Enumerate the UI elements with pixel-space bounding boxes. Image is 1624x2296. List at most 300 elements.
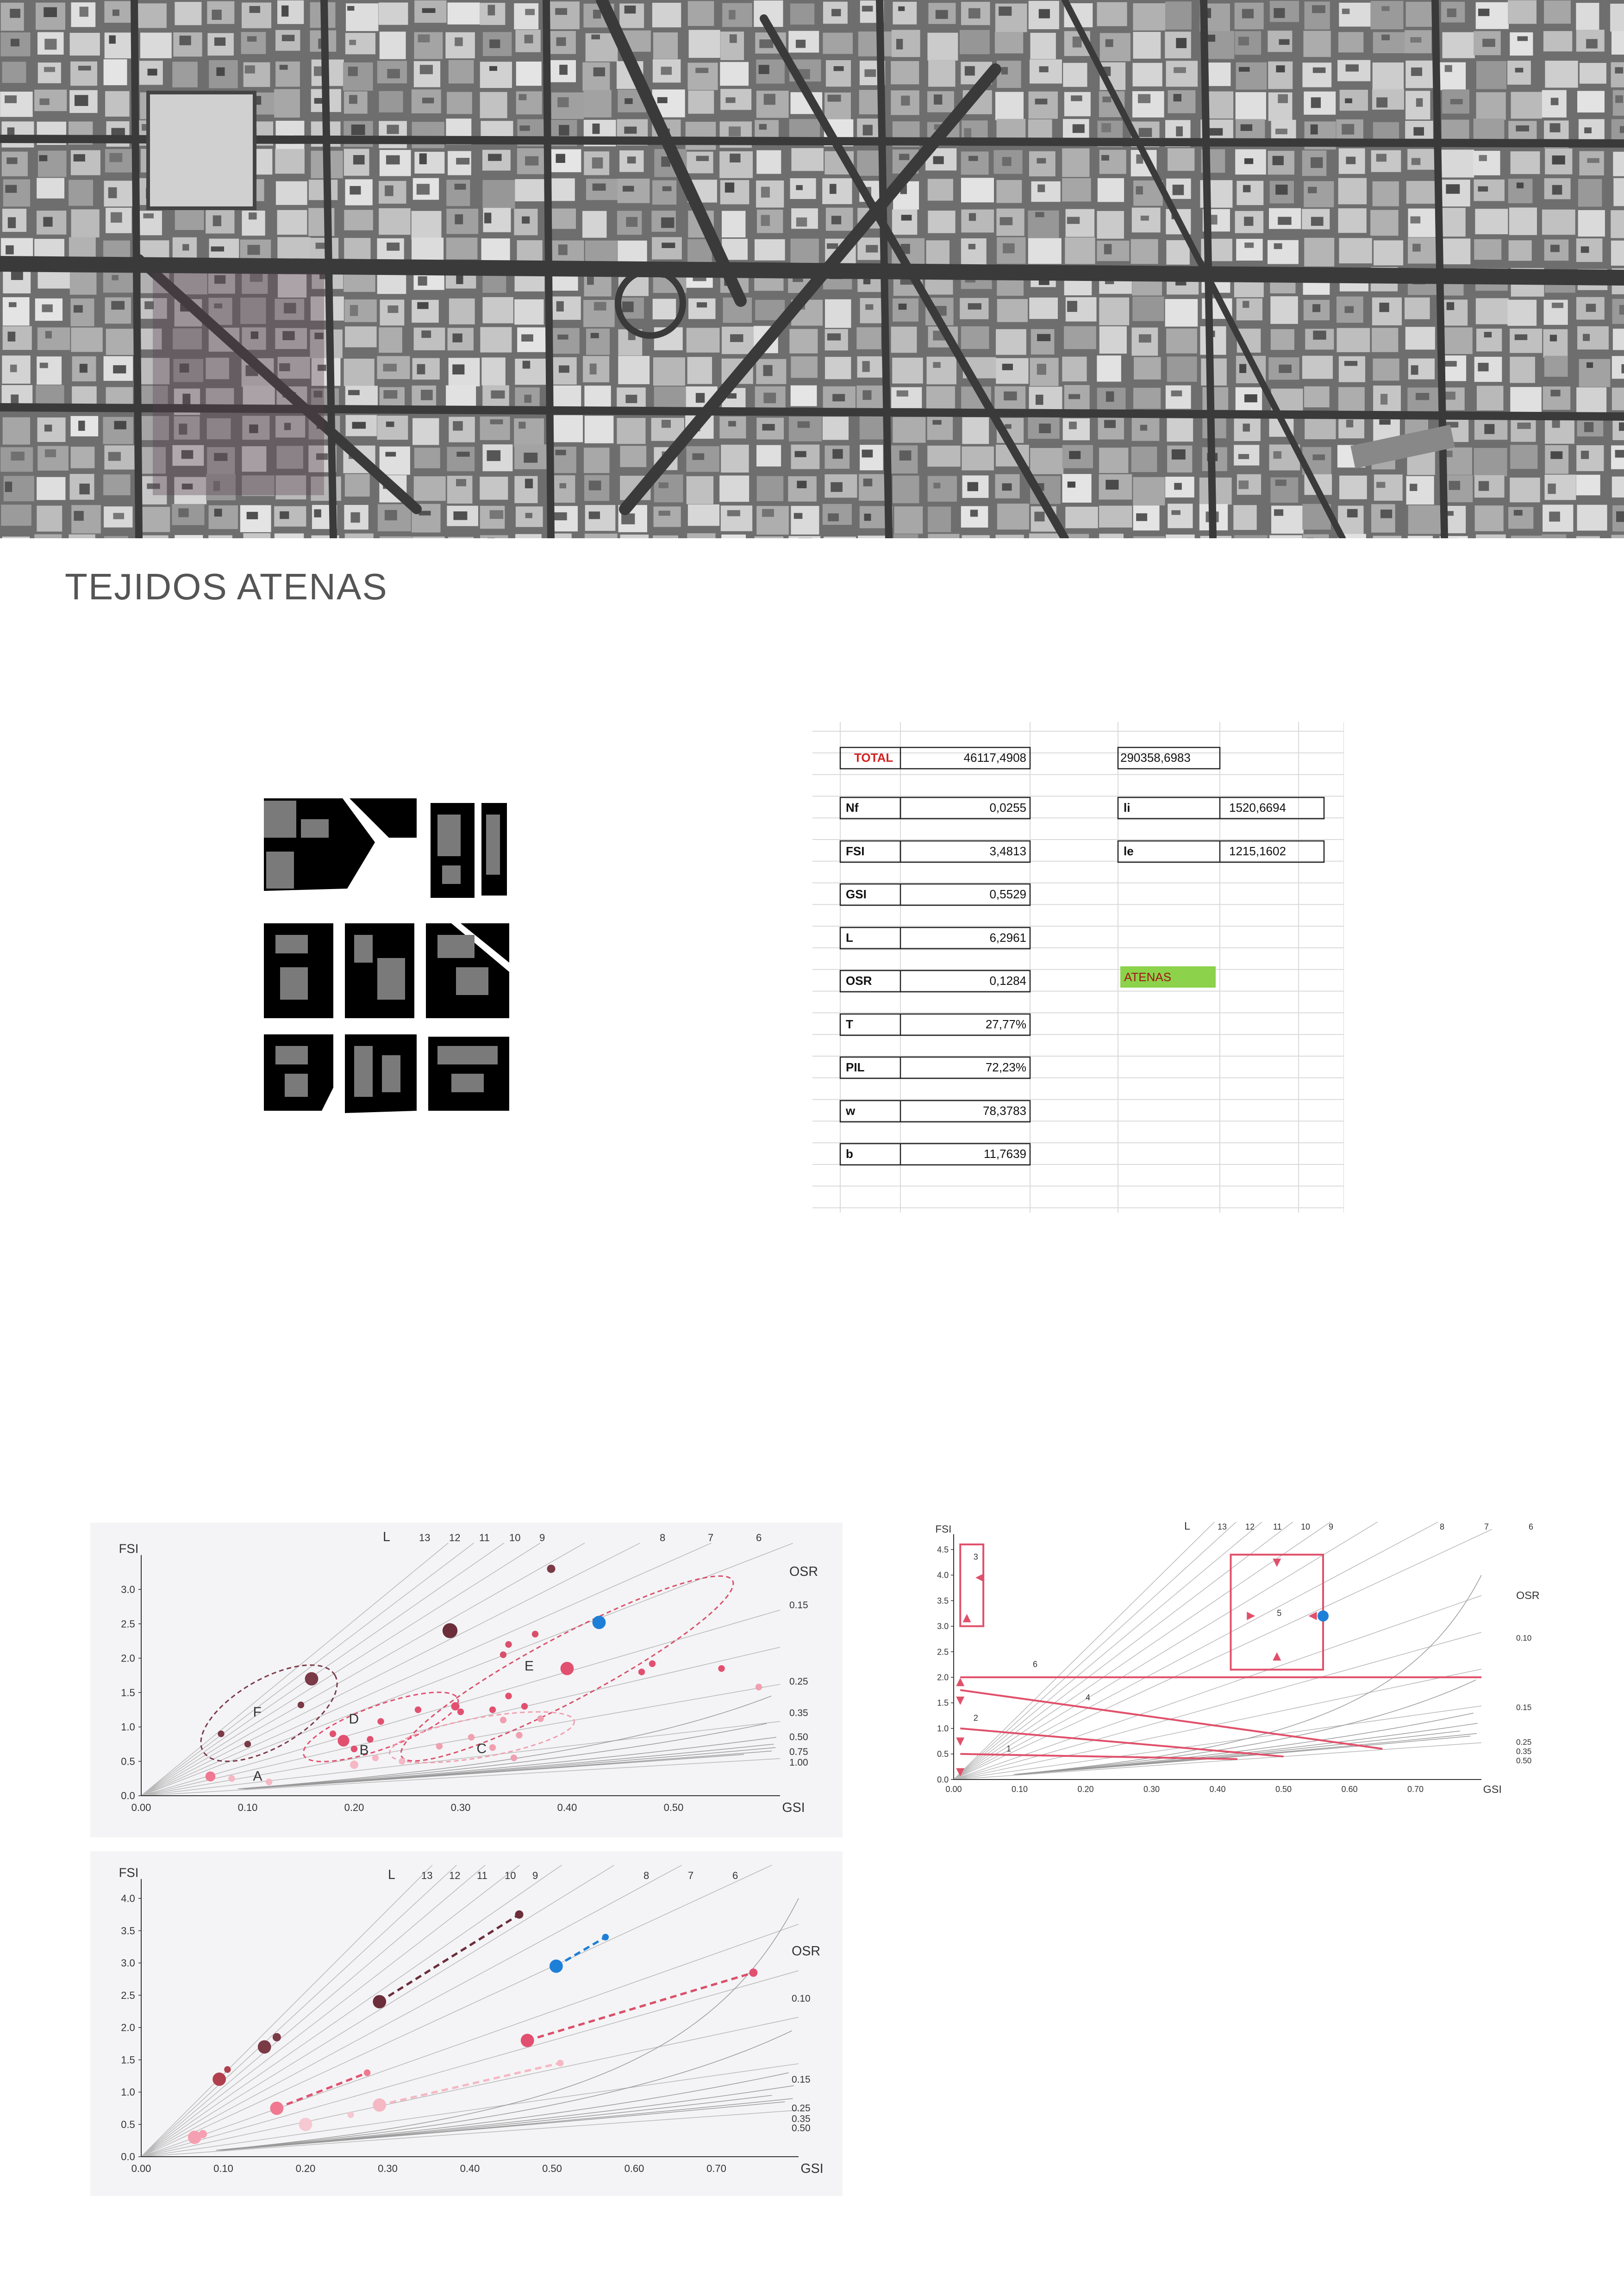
osr-tick-label: 0.10 [792, 1993, 811, 2004]
aerial-building [652, 180, 676, 205]
aerial-building [826, 60, 851, 87]
aerial-courtyard [592, 124, 600, 134]
aerial-courtyard [862, 450, 873, 458]
y-tick-label: 3.5 [121, 1925, 135, 1937]
aerial-courtyard [834, 66, 844, 71]
aerial-building [1168, 504, 1193, 528]
aerial-courtyard [387, 305, 398, 313]
aerial-courtyard [108, 452, 121, 461]
aerial-building [928, 179, 953, 200]
aerial-courtyard [555, 8, 567, 15]
band-label: 5 [1277, 1608, 1282, 1618]
y-tick-label: 1.0 [121, 2086, 135, 2098]
aerial-building [1165, 1, 1192, 30]
aerial-courtyard [10, 365, 17, 372]
cluster-label: A [253, 1768, 262, 1784]
block-courtyard [275, 935, 308, 953]
aerial-building [36, 385, 64, 406]
aerial-building [891, 387, 922, 408]
aerial-building [244, 533, 271, 538]
data-point [749, 1968, 757, 1977]
aerial-courtyard [1615, 67, 1623, 74]
aerial-building [688, 1, 714, 26]
l-label: L [383, 1530, 390, 1544]
aerial-building [1030, 33, 1056, 59]
aerial-building [309, 180, 337, 200]
aerial-building [1443, 32, 1475, 58]
aerial-building [1029, 534, 1062, 538]
aerial-building [1441, 238, 1470, 264]
aerial-courtyard [385, 510, 397, 520]
aerial-building [961, 210, 994, 233]
aerial-building [860, 445, 883, 470]
osr-label: OSR [792, 1944, 820, 1959]
aerial-courtyard [522, 217, 530, 224]
aerial-building [69, 535, 95, 538]
aerial-building [1099, 298, 1129, 325]
sheet-side-label: le [1124, 844, 1134, 858]
aerial-building [1062, 357, 1087, 382]
l-tick-label: 9 [539, 1532, 545, 1543]
band-label: 3 [973, 1552, 978, 1562]
aerial-courtyard [730, 154, 740, 162]
aerial-building [516, 62, 542, 86]
block-courtyard [456, 967, 488, 995]
aerial-courtyard [1242, 9, 1254, 18]
aerial-building [106, 329, 134, 355]
aerial-building [617, 418, 645, 444]
aerial-courtyard [1412, 244, 1421, 252]
aerial-courtyard [420, 65, 433, 74]
aerial-building [1511, 535, 1542, 538]
aerial-building [1237, 299, 1262, 321]
aerial-courtyard [74, 305, 83, 312]
l-tick-label: 8 [1440, 1522, 1445, 1531]
aerial-courtyard [385, 452, 396, 456]
aerial-building [1440, 62, 1466, 90]
aerial-building [1029, 92, 1058, 119]
aerial-building [1339, 476, 1367, 499]
aerial-courtyard [5, 482, 12, 492]
aerial-building [3, 326, 32, 350]
aerial-building [139, 535, 169, 538]
aerial-courtyard [1244, 243, 1254, 248]
aerial-courtyard [490, 510, 504, 519]
aerial-courtyard [1342, 124, 1354, 135]
l-tick-label: 11 [477, 1870, 487, 1881]
aerial-building [720, 89, 751, 110]
aerial-courtyard [524, 395, 531, 403]
aerial-building [71, 447, 95, 468]
aerial-courtyard [352, 422, 366, 429]
aerial-courtyard [1619, 423, 1624, 431]
aerial-courtyard [862, 390, 871, 400]
aerial-building [1270, 296, 1298, 324]
aerial-building [37, 327, 70, 350]
aerial-courtyard [730, 34, 737, 43]
aerial-building [1408, 505, 1441, 534]
spacemate-chart-trends [90, 1851, 843, 2196]
aerial-building [618, 356, 650, 384]
aerial-building [582, 211, 606, 238]
aerial-building [1408, 536, 1433, 538]
aerial-building [1610, 4, 1624, 31]
cluster-label: C [476, 1741, 487, 1756]
aerial-building [1097, 355, 1121, 382]
aerial-courtyard [422, 8, 436, 13]
aerial-courtyard [455, 184, 466, 190]
data-point [330, 1730, 336, 1737]
aerial-building [1304, 181, 1334, 207]
aerial-courtyard [729, 126, 741, 136]
aerial-building [893, 476, 919, 504]
aerial-building [961, 326, 989, 349]
block-courtyard [354, 935, 373, 963]
aerial-building [791, 506, 819, 535]
aerial-courtyard [559, 65, 568, 75]
aerial-courtyard [488, 154, 501, 161]
aerial-building [791, 386, 817, 406]
aerial-building [38, 62, 61, 83]
data-point [649, 1661, 656, 1667]
data-spreadsheet [812, 722, 1344, 1213]
aerial-building [1097, 2, 1127, 26]
aerial-building [927, 446, 960, 467]
aerial-courtyard [968, 482, 978, 492]
aerial-courtyard [418, 276, 427, 286]
aerial-courtyard [1279, 365, 1292, 373]
aerial-courtyard [43, 217, 52, 227]
aerial-courtyard [1106, 480, 1118, 490]
aerial-courtyard [489, 39, 500, 48]
l-tick-label: 12 [449, 1532, 461, 1543]
aerial-courtyard [418, 34, 430, 42]
aerial-courtyard [387, 243, 400, 251]
aerial-courtyard [1619, 305, 1624, 315]
aerial-building [1133, 536, 1165, 538]
aerial-courtyard [1171, 391, 1182, 397]
aerial-building [1339, 356, 1365, 382]
aerial-courtyard [1446, 184, 1460, 194]
aerial-courtyard [42, 305, 53, 312]
aerial-building [379, 91, 403, 112]
aerial-courtyard [74, 154, 85, 162]
osr-tick-label: 0.50 [789, 1732, 808, 1742]
data-point [718, 1665, 725, 1672]
aerial-building [996, 329, 1026, 355]
osr-tick-label: 0.25 [792, 2103, 811, 2114]
aerial-building [688, 299, 715, 319]
data-point [299, 2118, 312, 2131]
y-tick-label: 3.0 [121, 1957, 135, 1969]
block-courtyard [451, 1074, 484, 1092]
aerial-courtyard [1067, 217, 1080, 224]
aerial-building [1305, 416, 1336, 439]
block-courtyard [437, 1046, 498, 1064]
aerial-courtyard [899, 450, 912, 460]
x-tick-label: 0.00 [945, 1785, 962, 1794]
aerial-building [1612, 31, 1624, 55]
aerial-building [894, 506, 923, 534]
aerial-courtyard [214, 37, 225, 46]
aerial-courtyard [1174, 67, 1186, 73]
aerial-building [1303, 31, 1330, 57]
aerial-building [1062, 149, 1089, 177]
aerial-courtyard [1104, 244, 1112, 254]
aerial-courtyard [1106, 392, 1114, 402]
aerial-courtyard [933, 362, 940, 368]
aerial-building [1165, 299, 1198, 327]
osr-tick-label: 0.50 [1516, 1756, 1532, 1765]
aerial-courtyard [6, 157, 17, 164]
aerial-courtyard [1238, 454, 1249, 459]
aerial-building [275, 149, 305, 174]
aerial-building [514, 3, 538, 29]
aerial-building [1339, 3, 1370, 27]
aerial-building [961, 506, 988, 528]
aerial-building [2, 121, 34, 147]
aerial-courtyard [1243, 423, 1250, 431]
aerial-courtyard [455, 37, 462, 46]
aerial-building [1511, 151, 1540, 174]
aerial-courtyard [968, 244, 975, 249]
aerial-building [790, 178, 816, 199]
aerial-building [1234, 535, 1268, 538]
aerial-courtyard [1449, 481, 1461, 490]
aerial-building [69, 180, 93, 206]
aerial-courtyard [347, 6, 354, 11]
aerial-building [140, 33, 172, 58]
aerial-building [1373, 359, 1399, 381]
aerial-building [1370, 210, 1398, 236]
aerial-courtyard [386, 155, 400, 164]
osr-tick-label: 0.15 [789, 1600, 808, 1611]
aerial-courtyard [1003, 243, 1014, 254]
aerial-building [1612, 388, 1624, 411]
aerial-courtyard [759, 39, 773, 48]
aerial-building [71, 328, 102, 352]
aerial-courtyard [1346, 420, 1353, 428]
aerial-building [172, 62, 198, 87]
aerial-building [414, 152, 444, 174]
sheet-row-label: OSR [846, 974, 872, 988]
aerial-building [1508, 179, 1533, 203]
aerial-courtyard [725, 97, 735, 103]
aerial-courtyard [763, 392, 776, 403]
aerial-building [688, 504, 719, 526]
aerial-building [858, 535, 888, 538]
aerial-building [757, 476, 783, 501]
aerial-courtyard [795, 451, 806, 457]
aerial-courtyard [490, 419, 503, 424]
highlight-cell: ATENAS [1120, 966, 1216, 988]
aerial-courtyard [559, 125, 569, 136]
data-point [505, 1692, 512, 1699]
aerial-building [1097, 241, 1129, 261]
aerial-building [755, 239, 785, 261]
aerial-courtyard [1274, 509, 1283, 516]
data-point [298, 1702, 304, 1708]
aerial-building [1062, 178, 1091, 202]
aerial-building [552, 328, 580, 354]
x-tick-label: 0.70 [706, 2163, 726, 2174]
aerial-building [1304, 238, 1334, 267]
page-title: TEJIDOS ATENAS [65, 566, 388, 607]
aerial-courtyard [108, 187, 117, 199]
x-axis-label: GSI [782, 1800, 805, 1816]
aerial-courtyard [489, 66, 497, 71]
aerial-courtyard [1410, 484, 1417, 491]
aerial-building [1510, 387, 1542, 413]
aerial-courtyard [525, 35, 533, 44]
aerial-building [652, 3, 681, 27]
aerial-courtyard [211, 246, 224, 251]
aerial-building [1474, 448, 1507, 476]
osr-tick-label: 0.75 [789, 1747, 808, 1757]
aerial-courtyard [1551, 98, 1559, 105]
aerial-building [1167, 356, 1197, 381]
aerial-courtyard [1345, 306, 1354, 313]
aerial-building [379, 208, 411, 235]
aerial-courtyard [763, 365, 773, 376]
aerial-building [1475, 505, 1504, 531]
aerial-courtyard [1410, 37, 1421, 43]
aerial-courtyard [487, 5, 495, 15]
aerial-courtyard [1380, 510, 1392, 518]
block-footprint [264, 1034, 333, 1111]
data-point [228, 1775, 235, 1782]
aerial-building [1029, 298, 1058, 319]
aerial-courtyard [282, 35, 294, 41]
aerial-building [962, 417, 989, 444]
data-point [350, 1761, 358, 1769]
data-point [557, 2060, 563, 2066]
x-tick-label: 0.40 [1209, 1785, 1226, 1794]
aerial-courtyard [1411, 365, 1418, 374]
data-point [602, 1934, 609, 1940]
aerial-courtyard [247, 245, 260, 255]
aerial-building [1064, 326, 1096, 349]
sheet-side-value: 1215,1602 [1229, 844, 1286, 858]
aerial-courtyard [523, 361, 531, 369]
aerial-courtyard [113, 365, 126, 373]
aerial-building [789, 119, 820, 140]
aerial-palace [148, 93, 255, 208]
data-point [511, 1755, 517, 1761]
aerial-building [620, 535, 649, 538]
aerial-building [480, 62, 512, 88]
aerial-building [687, 152, 713, 174]
aerial-building [1577, 326, 1609, 349]
aerial-courtyard [1278, 94, 1288, 103]
aerial-building [996, 180, 1022, 203]
aerial-building [791, 148, 824, 171]
aerial-building [1611, 535, 1624, 538]
aerial-courtyard [970, 510, 978, 516]
aerial-courtyard [1484, 332, 1492, 337]
aerial-courtyard [1140, 425, 1147, 431]
x-tick-label: 0.20 [295, 2163, 316, 2174]
sheet-row-value: 0,5529 [989, 887, 1026, 901]
aerial-courtyard [1274, 451, 1281, 459]
aerial-building [584, 448, 609, 473]
aerial-building [550, 209, 576, 229]
aerial-building [1477, 386, 1503, 411]
aerial-courtyard [1002, 364, 1013, 370]
aerial-building [961, 238, 987, 267]
aerial-courtyard [1273, 156, 1284, 165]
aerial-building [1338, 208, 1367, 233]
aerial-building [1133, 32, 1161, 59]
aerial-building [412, 211, 442, 239]
aerial-courtyard [831, 216, 841, 224]
y-tick-label: 3.0 [121, 1583, 135, 1595]
aerial-courtyard [456, 479, 466, 486]
aerial-courtyard [1450, 99, 1463, 105]
aerial-building [37, 506, 62, 532]
aerial-building [1406, 181, 1439, 204]
aerial-courtyard [832, 449, 843, 459]
aerial-building [1475, 209, 1508, 234]
aerial-building [755, 536, 784, 538]
aerial-building [962, 447, 994, 471]
aerial-building [1131, 447, 1157, 472]
aerial-courtyard [1376, 97, 1387, 107]
aerial-building [962, 535, 990, 538]
aerial-building [960, 30, 990, 54]
aerial-building [1269, 535, 1302, 538]
aerial-building [1338, 32, 1363, 52]
aerial-building [791, 356, 817, 378]
aerial-courtyard [1239, 364, 1246, 373]
aerial-courtyard [40, 363, 48, 368]
aerial-courtyard [623, 186, 634, 192]
aerial-courtyard [1621, 364, 1624, 373]
aerial-building [1031, 329, 1055, 355]
aerial-courtyard [1278, 217, 1291, 224]
aerial-building [344, 210, 373, 230]
aerial-building [34, 90, 67, 111]
osr-tick-label: 0.15 [1516, 1703, 1532, 1712]
aerial-building [241, 32, 266, 54]
aerial-building [414, 476, 446, 501]
x-tick-label: 0.10 [1011, 1785, 1028, 1794]
aerial-building [1509, 207, 1537, 235]
aerial-building [412, 418, 439, 445]
aerial-courtyard [1516, 125, 1529, 131]
aerial-building [71, 150, 100, 175]
aerial-building [1576, 238, 1603, 262]
aerial-building [276, 181, 307, 205]
aerial-courtyard [933, 483, 940, 488]
aerial-courtyard [214, 509, 222, 516]
aerial-courtyard [80, 364, 87, 373]
aerial-building [654, 506, 681, 527]
aerial-building [1065, 237, 1095, 264]
aerial-building [927, 33, 958, 61]
aerial-building [961, 151, 989, 174]
aerial-courtyard [1376, 154, 1387, 162]
aerial-building [70, 62, 97, 86]
aerial-building [997, 119, 1026, 140]
aerial-courtyard [932, 420, 941, 425]
l-tick-label: 12 [1245, 1522, 1255, 1531]
aerial-building [412, 358, 440, 380]
aerial-courtyard [417, 184, 430, 194]
aerial-courtyard [729, 10, 735, 20]
aerial-courtyard [901, 215, 912, 220]
data-point [489, 1706, 496, 1713]
